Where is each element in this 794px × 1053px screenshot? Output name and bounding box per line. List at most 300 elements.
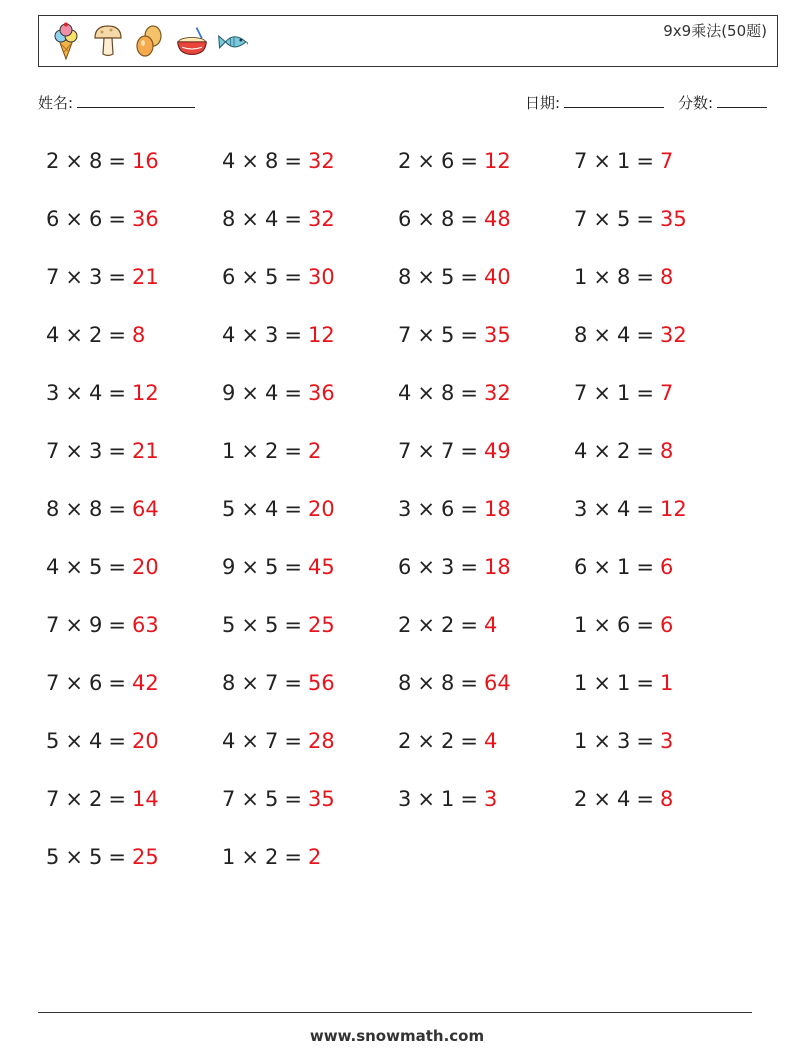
problem-item (222, 430, 398, 488)
times-sign: × (65, 845, 83, 869)
operand-b: 5 (264, 613, 279, 637)
times-sign: × (417, 265, 435, 289)
answer: 12 (131, 381, 159, 405)
worksheet-title: 9x9乘法(50题) (663, 22, 767, 40)
problem-item (46, 430, 222, 488)
times-sign: × (417, 671, 435, 695)
problem-item (574, 604, 750, 662)
icon-strip (49, 22, 251, 60)
equals-sign: = (284, 265, 302, 289)
operand-b: 4 (88, 729, 103, 753)
answer: 42 (131, 671, 159, 695)
operand-b: 2 (616, 439, 631, 463)
operand-b: 4 (616, 497, 631, 521)
problem-item (46, 546, 222, 604)
operand-a: 4 (222, 149, 236, 173)
operand-b: 5 (264, 787, 279, 811)
operand-a: 6 (222, 265, 236, 289)
equals-sign: = (460, 613, 478, 637)
operand-b: 4 (616, 323, 631, 347)
equals-sign: = (108, 845, 126, 869)
times-sign: × (417, 323, 435, 347)
operand-a: 7 (46, 671, 60, 695)
answer: 14 (131, 787, 159, 811)
operand-a: 7 (46, 439, 60, 463)
answer: 49 (483, 439, 511, 463)
problem-item (398, 720, 574, 778)
operand-a: 2 (398, 729, 412, 753)
equals-sign: = (284, 207, 302, 231)
equals-sign: = (636, 729, 654, 753)
problem-item (46, 256, 222, 314)
operand-a: 7 (46, 787, 60, 811)
footer-divider (38, 1012, 752, 1013)
answer: 6 (659, 555, 674, 579)
equals-sign: = (460, 381, 478, 405)
answer: 32 (483, 381, 511, 405)
operand-a: 5 (46, 845, 60, 869)
fish-icon (217, 22, 251, 60)
problem-item (398, 546, 574, 604)
operand-a: 3 (46, 381, 60, 405)
problem-item (574, 198, 750, 256)
answer: 30 (307, 265, 335, 289)
operand-a: 1 (222, 845, 236, 869)
equals-sign: = (460, 323, 478, 347)
operand-b: 7 (264, 671, 279, 695)
times-sign: × (593, 555, 611, 579)
problem-item (398, 662, 574, 720)
name-field[interactable] (38, 92, 195, 113)
operand-b: 4 (264, 207, 279, 231)
answer: 36 (131, 207, 159, 231)
operand-b: 1 (616, 381, 631, 405)
times-sign: × (593, 497, 611, 521)
problem-item (222, 314, 398, 372)
operand-b: 4 (616, 787, 631, 811)
equals-sign: = (460, 207, 478, 231)
operand-a: 5 (222, 497, 236, 521)
answer: 35 (659, 207, 687, 231)
operand-a: 1 (574, 265, 588, 289)
operand-a: 1 (574, 671, 588, 695)
operand-b: 1 (616, 555, 631, 579)
answer: 21 (131, 439, 159, 463)
answer: 28 (307, 729, 335, 753)
equals-sign: = (636, 149, 654, 173)
equals-sign: = (636, 671, 654, 695)
operand-a: 6 (46, 207, 60, 231)
operand-b: 5 (616, 207, 631, 231)
times-sign: × (593, 207, 611, 231)
answer: 20 (131, 729, 159, 753)
name-blank[interactable] (77, 93, 195, 108)
operand-a: 6 (398, 555, 412, 579)
operand-b: 7 (264, 729, 279, 753)
problem-item (574, 372, 750, 430)
problem-item (46, 836, 222, 894)
equals-sign: = (284, 787, 302, 811)
answer: 18 (483, 555, 511, 579)
times-sign: × (65, 555, 83, 579)
times-sign: × (417, 613, 435, 637)
answer: 25 (307, 613, 335, 637)
equals-sign: = (460, 265, 478, 289)
operand-b: 1 (616, 671, 631, 695)
equals-sign: = (460, 439, 478, 463)
times-sign: × (241, 381, 259, 405)
problem-item (398, 778, 574, 836)
problem-item (222, 546, 398, 604)
times-sign: × (241, 207, 259, 231)
times-sign: × (241, 671, 259, 695)
operand-b: 4 (88, 381, 103, 405)
problem-item (574, 314, 750, 372)
problem-item (574, 778, 750, 836)
operand-a: 7 (398, 439, 412, 463)
answer: 32 (307, 149, 335, 173)
mushroom-icon (91, 22, 125, 60)
answer: 36 (307, 381, 335, 405)
problem-item (398, 198, 574, 256)
equals-sign: = (636, 381, 654, 405)
problem-item (46, 314, 222, 372)
equals-sign: = (636, 787, 654, 811)
equals-sign: = (636, 265, 654, 289)
equals-sign: = (636, 439, 654, 463)
problem-item (222, 836, 398, 894)
problem-item (46, 662, 222, 720)
problem-grid (46, 140, 750, 894)
answer: 48 (483, 207, 511, 231)
problem-item (46, 604, 222, 662)
operand-a: 6 (398, 207, 412, 231)
operand-a: 4 (574, 439, 588, 463)
operand-a: 4 (222, 323, 236, 347)
times-sign: × (593, 787, 611, 811)
answer: 8 (131, 323, 146, 347)
problem-item (574, 546, 750, 604)
times-sign: × (65, 613, 83, 637)
date-label: 日期: (525, 94, 561, 112)
operand-b: 8 (616, 265, 631, 289)
problem-item (46, 140, 222, 198)
equals-sign: = (636, 555, 654, 579)
problem-item (398, 256, 574, 314)
times-sign: × (241, 265, 259, 289)
answer: 25 (131, 845, 159, 869)
equals-sign: = (108, 323, 126, 347)
answer: 7 (659, 381, 674, 405)
operand-b: 5 (440, 265, 455, 289)
problem-item (398, 372, 574, 430)
equals-sign: = (636, 207, 654, 231)
operand-b: 4 (264, 497, 279, 521)
equals-sign: = (108, 671, 126, 695)
times-sign: × (417, 787, 435, 811)
date-field[interactable] (525, 92, 664, 113)
operand-b: 8 (264, 149, 279, 173)
answer: 2 (307, 439, 322, 463)
equals-sign: = (284, 497, 302, 521)
date-blank[interactable] (564, 93, 664, 108)
equals-sign: = (108, 265, 126, 289)
problem-item (222, 720, 398, 778)
times-sign: × (593, 439, 611, 463)
problem-item (222, 198, 398, 256)
answer: 32 (307, 207, 335, 231)
operand-b: 2 (88, 787, 103, 811)
operand-a: 9 (222, 555, 236, 579)
name-label: 姓名: (38, 94, 74, 112)
answer: 8 (659, 265, 674, 289)
answer: 3 (659, 729, 674, 753)
operand-a: 1 (574, 729, 588, 753)
times-sign: × (241, 613, 259, 637)
operand-b: 2 (264, 439, 279, 463)
operand-a: 7 (222, 787, 236, 811)
problem-item (398, 140, 574, 198)
operand-b: 5 (264, 265, 279, 289)
times-sign: × (241, 323, 259, 347)
problem-item (46, 778, 222, 836)
problem-item (222, 662, 398, 720)
operand-a: 2 (46, 149, 60, 173)
answer: 32 (659, 323, 687, 347)
problem-item (574, 662, 750, 720)
equals-sign: = (284, 439, 302, 463)
operand-b: 2 (88, 323, 103, 347)
operand-a: 4 (398, 381, 412, 405)
problem-item (46, 488, 222, 546)
score-field[interactable] (678, 92, 767, 113)
answer: 56 (307, 671, 335, 695)
answer: 12 (483, 149, 511, 173)
equals-sign: = (284, 613, 302, 637)
equals-sign: = (108, 497, 126, 521)
operand-a: 7 (46, 613, 60, 637)
times-sign: × (65, 265, 83, 289)
answer: 45 (307, 555, 335, 579)
answer: 4 (483, 613, 498, 637)
answer: 3 (483, 787, 498, 811)
answer: 8 (659, 439, 674, 463)
problem-item (574, 140, 750, 198)
times-sign: × (241, 497, 259, 521)
equals-sign: = (636, 613, 654, 637)
problem-item (574, 256, 750, 314)
problem-item (222, 256, 398, 314)
problem-item (398, 430, 574, 488)
answer: 40 (483, 265, 511, 289)
operand-a: 8 (222, 671, 236, 695)
operand-a: 7 (398, 323, 412, 347)
operand-b: 2 (440, 729, 455, 753)
times-sign: × (65, 439, 83, 463)
equals-sign: = (284, 323, 302, 347)
footer-site: www.snowmath.com (309, 1027, 485, 1045)
equals-sign: = (460, 729, 478, 753)
equals-sign: = (460, 787, 478, 811)
problem-item (574, 720, 750, 778)
problem-item (398, 488, 574, 546)
operand-a: 7 (574, 207, 588, 231)
answer: 16 (131, 149, 159, 173)
operand-b: 5 (88, 555, 103, 579)
answer: 63 (131, 613, 159, 637)
operand-a: 6 (574, 555, 588, 579)
operand-b: 2 (440, 613, 455, 637)
equals-sign: = (460, 555, 478, 579)
operand-a: 3 (398, 497, 412, 521)
equals-sign: = (108, 787, 126, 811)
times-sign: × (65, 729, 83, 753)
operand-a: 8 (398, 265, 412, 289)
times-sign: × (593, 323, 611, 347)
operand-b: 6 (88, 207, 103, 231)
equals-sign: = (636, 497, 654, 521)
operand-a: 7 (46, 265, 60, 289)
operand-b: 2 (264, 845, 279, 869)
operand-b: 6 (616, 613, 631, 637)
answer: 6 (659, 613, 674, 637)
problem-item (574, 430, 750, 488)
answer: 8 (659, 787, 674, 811)
times-sign: × (241, 555, 259, 579)
times-sign: × (593, 671, 611, 695)
operand-a: 7 (574, 381, 588, 405)
problem-item (46, 198, 222, 256)
times-sign: × (417, 207, 435, 231)
equals-sign: = (460, 149, 478, 173)
times-sign: × (65, 323, 83, 347)
times-sign: × (417, 381, 435, 405)
problem-item (398, 314, 574, 372)
operand-b: 5 (440, 323, 455, 347)
answer: 2 (307, 845, 322, 869)
operand-b: 3 (616, 729, 631, 753)
equals-sign: = (108, 613, 126, 637)
score-label: 分数: (678, 94, 714, 112)
operand-a: 8 (398, 671, 412, 695)
answer: 20 (131, 555, 159, 579)
problem-item (222, 372, 398, 430)
operand-b: 3 (88, 265, 103, 289)
operand-a: 9 (222, 381, 236, 405)
operand-a: 7 (574, 149, 588, 173)
times-sign: × (593, 265, 611, 289)
score-blank[interactable] (717, 93, 767, 108)
equals-sign: = (108, 555, 126, 579)
times-sign: × (65, 207, 83, 231)
operand-b: 3 (440, 555, 455, 579)
equals-sign: = (460, 497, 478, 521)
equals-sign: = (284, 729, 302, 753)
times-sign: × (417, 149, 435, 173)
operand-b: 3 (264, 323, 279, 347)
operand-b: 1 (616, 149, 631, 173)
equals-sign: = (284, 845, 302, 869)
equals-sign: = (108, 149, 126, 173)
times-sign: × (593, 149, 611, 173)
problem-item (222, 488, 398, 546)
operand-a: 4 (222, 729, 236, 753)
times-sign: × (417, 555, 435, 579)
operand-b: 8 (88, 149, 103, 173)
answer: 21 (131, 265, 159, 289)
times-sign: × (241, 439, 259, 463)
equals-sign: = (108, 729, 126, 753)
operand-b: 6 (440, 497, 455, 521)
equals-sign: = (284, 671, 302, 695)
times-sign: × (417, 729, 435, 753)
operand-a: 3 (574, 497, 588, 521)
times-sign: × (241, 149, 259, 173)
times-sign: × (241, 787, 259, 811)
eggs-icon (133, 22, 167, 60)
operand-b: 9 (88, 613, 103, 637)
operand-b: 8 (440, 207, 455, 231)
ice-cream-icon (49, 22, 83, 60)
answer: 20 (307, 497, 335, 521)
times-sign: × (593, 613, 611, 637)
operand-a: 1 (222, 439, 236, 463)
times-sign: × (593, 729, 611, 753)
answer: 1 (659, 671, 674, 695)
problem-item (222, 604, 398, 662)
answer: 4 (483, 729, 498, 753)
answer: 64 (483, 671, 511, 695)
equals-sign: = (284, 555, 302, 579)
times-sign: × (241, 729, 259, 753)
operand-b: 5 (264, 555, 279, 579)
operand-b: 8 (440, 381, 455, 405)
times-sign: × (65, 149, 83, 173)
answer: 35 (483, 323, 511, 347)
operand-b: 5 (88, 845, 103, 869)
operand-b: 4 (264, 381, 279, 405)
equals-sign: = (284, 149, 302, 173)
operand-a: 5 (46, 729, 60, 753)
equals-sign: = (284, 381, 302, 405)
answer: 64 (131, 497, 159, 521)
operand-a: 8 (222, 207, 236, 231)
times-sign: × (65, 381, 83, 405)
times-sign: × (65, 497, 83, 521)
equals-sign: = (636, 323, 654, 347)
operand-a: 3 (398, 787, 412, 811)
operand-a: 1 (574, 613, 588, 637)
times-sign: × (417, 497, 435, 521)
equals-sign: = (108, 207, 126, 231)
operand-b: 6 (440, 149, 455, 173)
problem-item (46, 720, 222, 778)
operand-b: 3 (88, 439, 103, 463)
operand-b: 6 (88, 671, 103, 695)
operand-a: 2 (574, 787, 588, 811)
operand-a: 4 (46, 323, 60, 347)
operand-b: 8 (440, 671, 455, 695)
equals-sign: = (108, 439, 126, 463)
rice-bowl-icon (175, 22, 209, 60)
answer: 12 (307, 323, 335, 347)
times-sign: × (417, 439, 435, 463)
operand-a: 2 (398, 149, 412, 173)
times-sign: × (593, 381, 611, 405)
answer: 7 (659, 149, 674, 173)
operand-a: 8 (574, 323, 588, 347)
operand-a: 8 (46, 497, 60, 521)
